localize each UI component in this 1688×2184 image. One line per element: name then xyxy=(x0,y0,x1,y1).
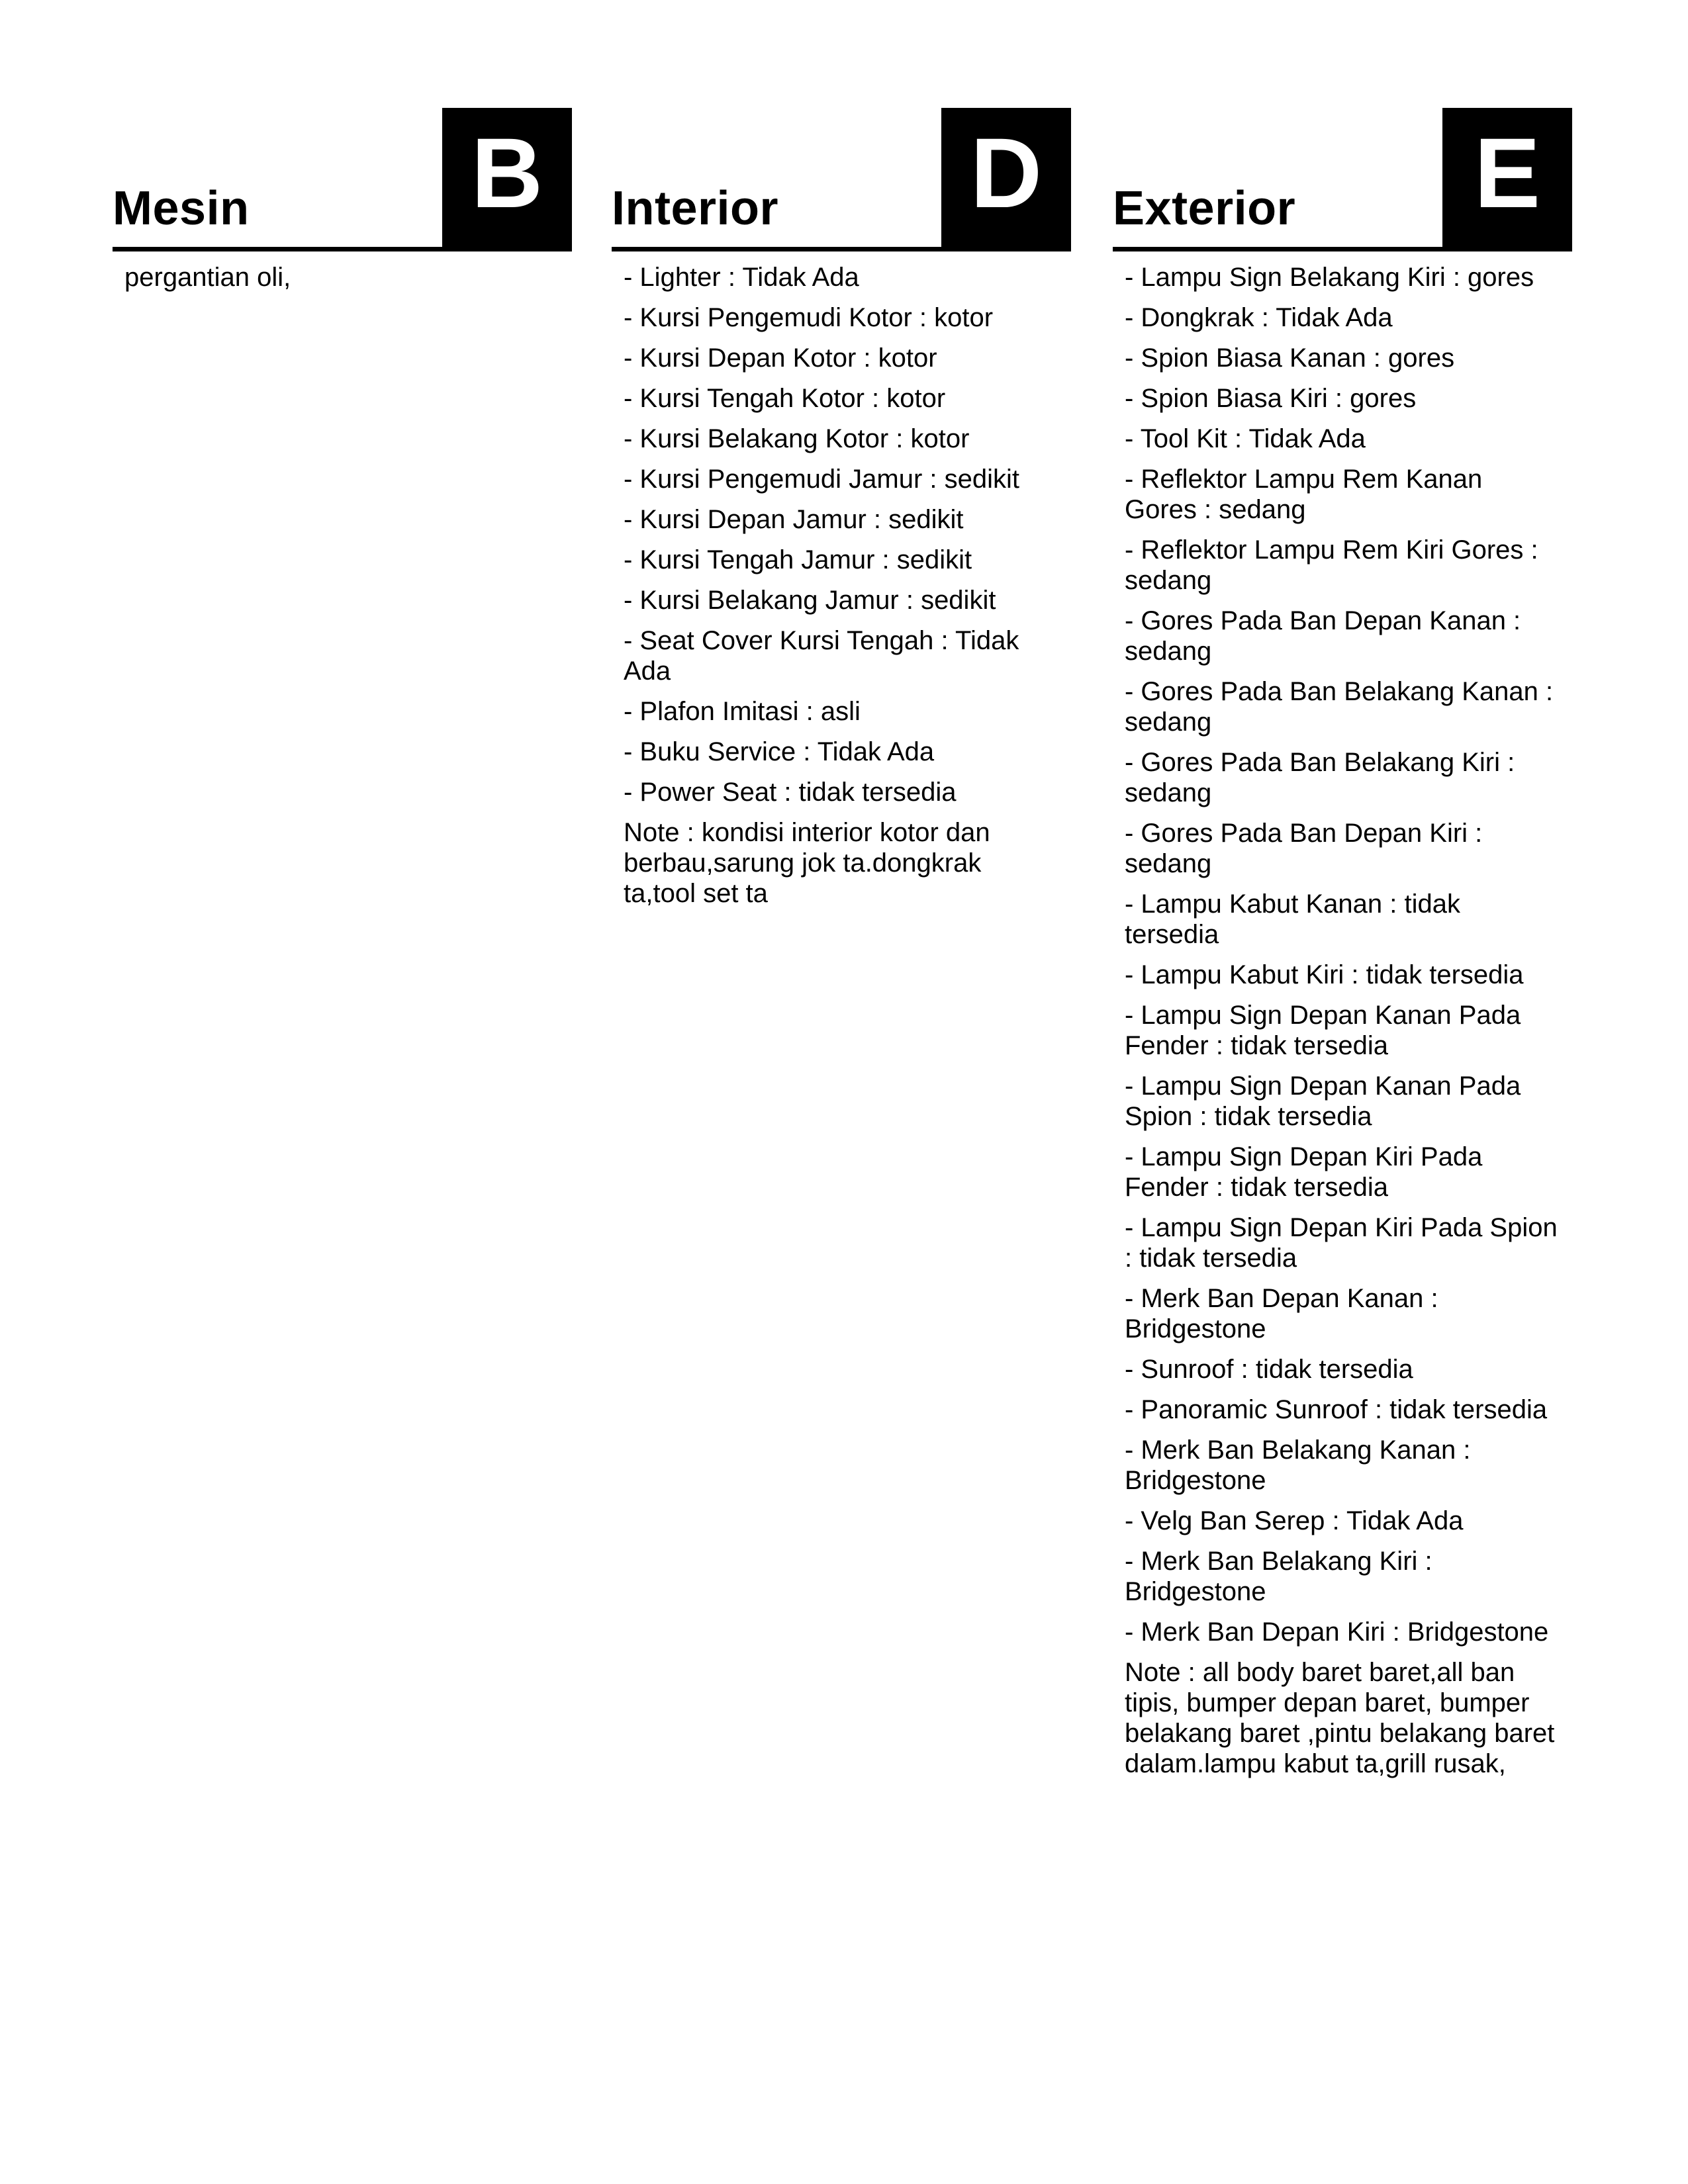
list-item: - Merk Ban Depan Kanan : Bridgestone xyxy=(1125,1284,1438,1343)
list-item: - Lampu Sign Depan Kiri Pada Spion : tidak tersedia xyxy=(1125,1213,1558,1273)
interior-note: Note : kondisi interior kotor dan berbau,sarung jok ta.dongkrak ta,tool set ta xyxy=(624,818,990,908)
exterior-note: Note : all body baret baret,all ban tipis, bumper depan baret, bumper belakang baret ,pintu belakang baret dalam.lampu kabut ta,grill rusak, xyxy=(1125,1658,1555,1778)
section-letter-badge: D xyxy=(941,108,1071,247)
list-item: - Kursi Tengah Jamur : sedikit xyxy=(624,545,972,574)
list-item: - Gores Pada Ban Belakang Kanan : sedang xyxy=(1125,677,1554,737)
list-item: - Gores Pada Ban Depan Kanan : sedang xyxy=(1125,606,1521,666)
list-item: - Tool Kit : Tidak Ada xyxy=(1125,424,1366,453)
section-interior xyxy=(612,108,1071,919)
list-item: - Lighter : Tidak Ada xyxy=(624,263,859,292)
list-item: - Buku Service : Tidak Ada xyxy=(624,737,935,766)
section-body xyxy=(612,251,1071,909)
section-body xyxy=(113,251,572,293)
list-item: - Seat Cover Kursi Tengah : Tidak Ada xyxy=(624,626,1019,686)
list-item: - Lampu Kabut Kiri : tidak tersedia xyxy=(1125,960,1524,989)
section-header xyxy=(1113,108,1572,251)
list-item: - Dongkrak : Tidak Ada xyxy=(1125,303,1393,332)
list-item: - Power Seat : tidak tersedia xyxy=(624,778,957,807)
list-item: - Reflektor Lampu Rem Kiri Gores : sedang xyxy=(1125,535,1538,595)
list-item: - Merk Ban Belakang Kiri : Bridgestone xyxy=(1125,1547,1432,1606)
section-letter-badge: B xyxy=(442,108,572,247)
list-item: - Merk Ban Belakang Kanan : Bridgestone xyxy=(1125,1435,1471,1495)
list-item: - Kursi Depan Kotor : kotor xyxy=(624,343,937,373)
section-title: Interior xyxy=(612,182,779,235)
section-letter-badge: E xyxy=(1442,108,1572,247)
section-mesin xyxy=(113,108,572,302)
list-item: - Kursi Depan Jamur : sedikit xyxy=(624,505,964,534)
section-exterior xyxy=(1113,108,1572,1789)
list-item: - Kursi Belakang Kotor : kotor xyxy=(624,424,970,453)
list-item: - Panoramic Sunroof : tidak tersedia xyxy=(1125,1395,1548,1424)
section-title: Mesin xyxy=(113,182,250,235)
list-item: - Sunroof : tidak tersedia xyxy=(1125,1355,1413,1384)
list-item: - Lampu Kabut Kanan : tidak tersedia xyxy=(1125,889,1460,949)
list-item: - Kursi Pengemudi Kotor : kotor xyxy=(624,303,994,332)
list-item: - Lampu Sign Depan Kiri Pada Fender : tidak tersedia xyxy=(1125,1142,1483,1202)
list-item: - Gores Pada Ban Belakang Kiri : sedang xyxy=(1125,748,1515,807)
list-item: - Reflektor Lampu Rem Kanan Gores : sedang xyxy=(1125,465,1483,524)
list-item: - Merk Ban Depan Kiri : Bridgestone xyxy=(1125,1617,1549,1647)
section-header xyxy=(113,108,572,251)
list-item: - Spion Biasa Kanan : gores xyxy=(1125,343,1455,373)
list-item: - Velg Ban Serep : Tidak Ada xyxy=(1125,1506,1464,1535)
section-body xyxy=(1113,251,1572,1779)
list-item: - Spion Biasa Kiri : gores xyxy=(1125,384,1417,413)
list-item: - Kursi Pengemudi Jamur : sedikit xyxy=(624,465,1020,494)
section-title: Exterior xyxy=(1113,182,1296,235)
list-item: - Gores Pada Ban Depan Kiri : sedang xyxy=(1125,819,1483,878)
list-item: - Lampu Sign Depan Kanan Pada Spion : tidak tersedia xyxy=(1125,1071,1521,1131)
section-header xyxy=(612,108,1071,251)
list-item: - Kursi Belakang Jamur : sedikit xyxy=(624,586,996,615)
mesin-text: pergantian oli, xyxy=(124,263,291,292)
list-item: - Plafon Imitasi : asli xyxy=(624,697,861,726)
list-item: - Kursi Tengah Kotor : kotor xyxy=(624,384,946,413)
list-item: - Lampu Sign Belakang Kiri : gores xyxy=(1125,263,1534,292)
list-item: - Lampu Sign Depan Kanan Pada Fender : tidak tersedia xyxy=(1125,1001,1521,1060)
